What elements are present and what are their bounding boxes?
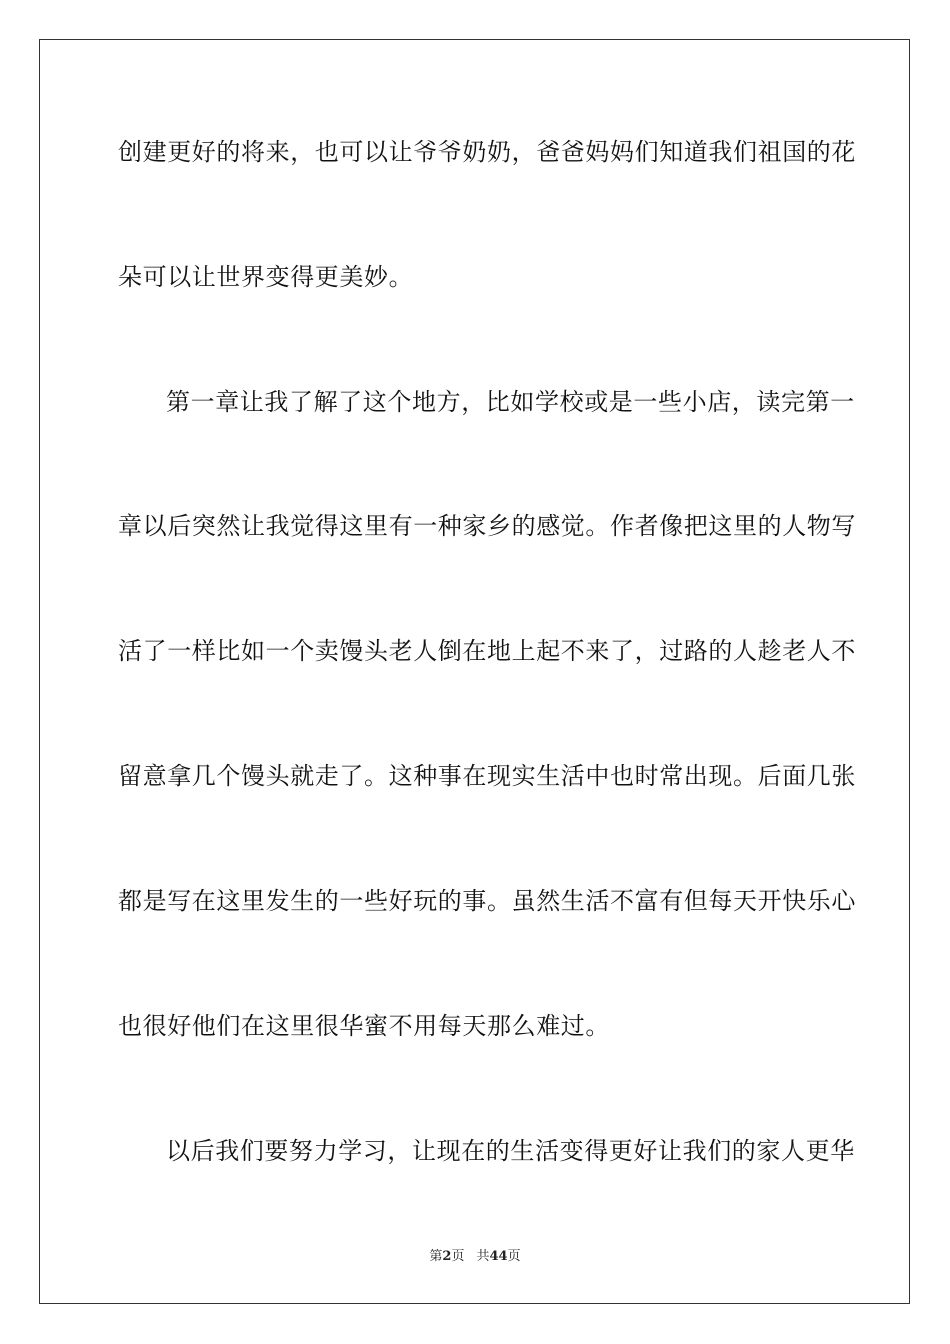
body-line-8: 也很好他们在这里很华蜜不用每天那么难过。 — [118, 1012, 610, 1040]
body-line-1: 创建更好的将来，也可以让爷爷奶奶，爸爸妈妈们知道我们祖国的花 — [118, 138, 856, 166]
total-pages: 44 — [489, 1249, 508, 1264]
page-footer — [0, 1248, 950, 1266]
page-number: 2 — [442, 1249, 452, 1264]
body-line-9: 以后我们要努力学习，让现在的生活变得更好让我们的家人更华 — [166, 1137, 855, 1165]
body-line-3: 第一章让我了解了这个地方，比如学校或是一些小店，读完第一 — [166, 388, 855, 416]
page-suffix: 页 — [451, 1249, 465, 1264]
body-line-2: 朵可以让世界变得更美妙。 — [118, 263, 414, 291]
page-prefix: 第 — [429, 1249, 443, 1264]
body-line-6: 留意拿几个馒头就走了。这种事在现实生活中也时常出现。后面几张 — [118, 762, 856, 790]
total-prefix: 共 — [476, 1249, 490, 1264]
body-line-4: 章以后突然让我觉得这里有一种家乡的感觉。作者像把这里的人物写 — [118, 512, 856, 540]
total-suffix: 页 — [507, 1249, 521, 1264]
body-line-7: 都是写在这里发生的一些好玩的事。虽然生活不富有但每天开快乐心 — [118, 887, 856, 915]
body-line-5: 活了一样比如一个卖馒头老人倒在地上起不来了，过路的人趁老人不 — [118, 637, 856, 665]
page-border — [39, 39, 910, 1304]
